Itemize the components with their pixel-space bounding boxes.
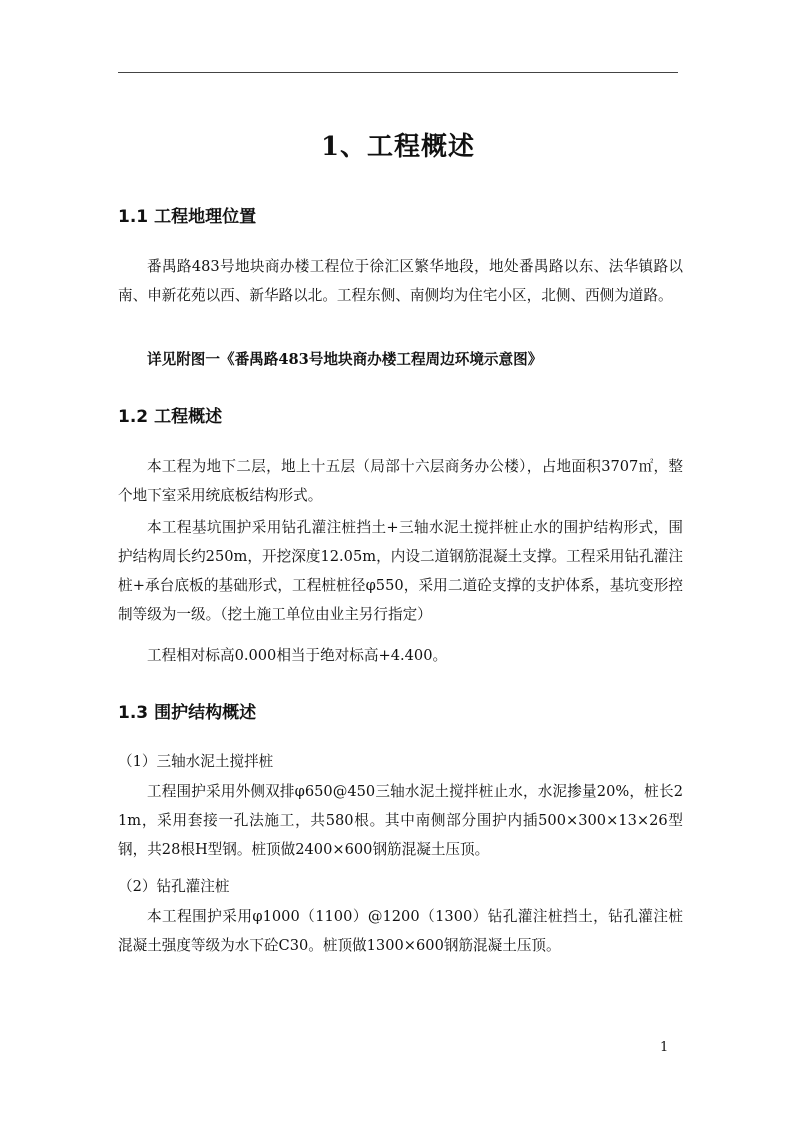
paragraph-mixing-pile: 工程围护采用外侧双排φ650@450三轴水泥土搅拌桩止水，水泥掺量20%，桩长21m，采用套接一孔法施工，共580根。其中南侧部分围护内插500×300×13×26型钢，共28根H型钢。桩顶做2400×600钢筋混凝土压顶。: [118, 783, 683, 858]
section-number: 1.2: [118, 407, 149, 427]
section-heading-1-1: [118, 202, 256, 227]
header-rule: [118, 72, 678, 73]
page-number: 1: [660, 1040, 669, 1055]
section-title: 工程概述: [154, 407, 223, 427]
section-heading-1-3: [118, 698, 256, 723]
section-heading-1-2: [118, 402, 222, 427]
paragraph-location: 番禺路483号地块商办楼工程位于徐汇区繁华地段，地处番禺路以东、法华镇路以南、申新花苑以西、新华路以北。工程东侧、南侧均为住宅小区，北侧、西侧为道路。: [118, 258, 683, 304]
section-title: 围护结构概述: [154, 703, 257, 723]
paragraph-bored-pile: 本工程围护采用φ1000（1100）@1200（1300）钻孔灌注桩挡土，钻孔灌注桩混凝土强度等级为水下砼C30。桩顶做1300×600钢筋混凝土压顶。: [118, 908, 683, 954]
subsection-label-mixing-pile: （1）三轴水泥土搅拌桩: [118, 753, 274, 770]
paragraph-elevation: 工程相对标高0.000相当于绝对标高+4.400。: [147, 647, 448, 664]
section-number: 1.3: [118, 703, 149, 723]
paragraph-building-overview: 本工程为地下二层，地上十五层（局部十六层商务办公楼），占地面积3707㎡，整个地下室采用统底板结构形式。: [118, 458, 683, 504]
subsection-label-bored-pile: （2）钻孔灌注桩: [118, 878, 230, 895]
paragraph-appendix-reference: 详见附图一《番禺路483号地块商办楼工程周边环境示意图》: [147, 351, 543, 368]
page-title: 1、工程概述: [320, 132, 476, 162]
paragraph-foundation-pit: 本工程基坑围护采用钻孔灌注桩挡土+三轴水泥土搅拌桩止水的围护结构形式，围护结构周长约250m，开挖深度12.05m，内设二道钢筋混凝土支撑。工程采用钻孔灌注桩+承台底板的基础形式，工程桩桩径φ550，采用二道砼支撑的支护体系，基坑变形控制等级为一级。（挖土施工单位由业主另行指定）: [118, 519, 683, 623]
section-number: 1.1: [118, 207, 149, 227]
section-title: 工程地理位置: [154, 207, 257, 227]
